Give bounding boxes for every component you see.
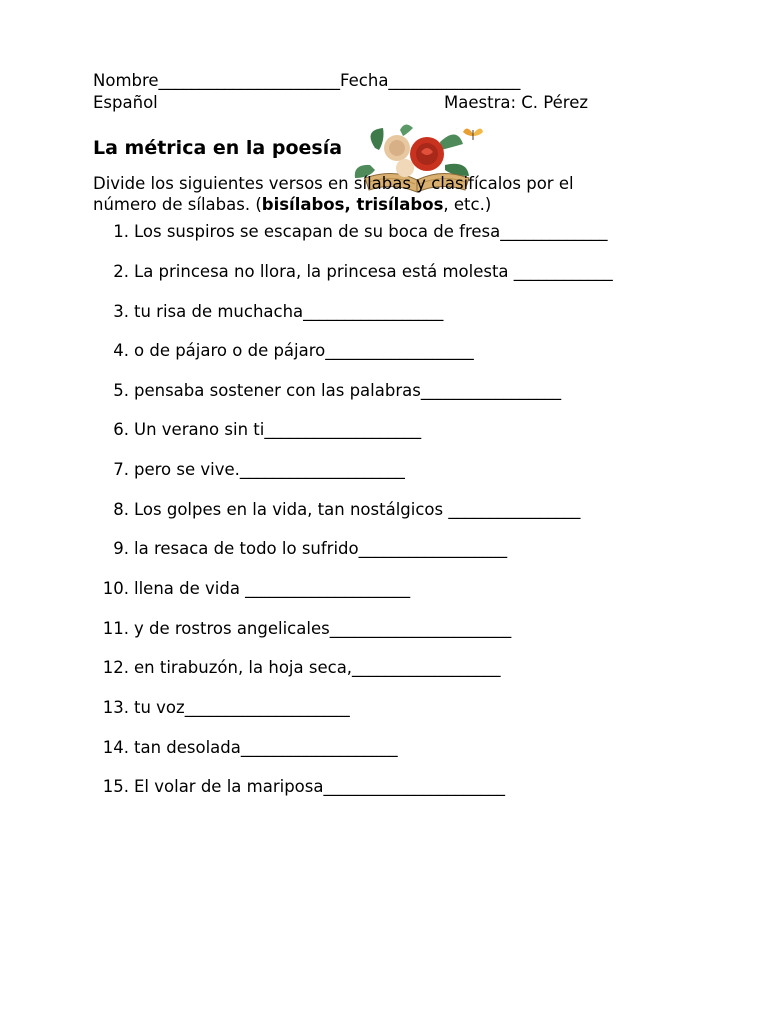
item-text: o de pájaro o de pájaro__________________ <box>134 341 474 360</box>
list-item <box>0 579 700 599</box>
item-text: tu risa de muchacha_________________ <box>134 302 444 321</box>
item-number: 7. <box>113 460 129 479</box>
item-number: 4. <box>113 341 129 360</box>
item-text: en tirabuzón, la hoja seca,__________________ <box>134 658 501 677</box>
list-item <box>0 341 700 361</box>
item-number: 6. <box>113 420 129 439</box>
item-text: pero se vive.____________________ <box>134 460 405 479</box>
list-item <box>0 381 700 401</box>
instructions-bold: bisílabos, trisílabos <box>261 195 444 214</box>
item-number: 14. <box>102 738 129 757</box>
item-text: tan desolada___________________ <box>134 738 398 757</box>
instructions <box>93 173 574 215</box>
item-number: 13. <box>102 698 129 717</box>
item-number: 11. <box>102 619 129 638</box>
instructions-line-1: Divide los siguientes versos en sílabas y clasifícalos por el <box>93 174 574 193</box>
item-number: 3. <box>113 302 129 321</box>
list-item <box>0 460 700 480</box>
item-text: llena de vida ____________________ <box>134 579 411 598</box>
instructions-line-2 <box>93 194 574 215</box>
name-date-line: Nombre______________________Fecha________________ <box>93 71 521 90</box>
item-text: tu voz____________________ <box>134 698 350 717</box>
item-text: la resaca de todo lo sufrido__________________ <box>134 539 508 558</box>
list-item <box>0 420 700 440</box>
list-item <box>0 619 700 639</box>
list-item <box>0 738 700 758</box>
item-text: Los suspiros se escapan de su boca de fresa_____________ <box>134 222 608 241</box>
teacher-label: Maestra: C. Pérez <box>444 93 589 112</box>
item-number: 12. <box>102 658 129 677</box>
page-title: La métrica en la poesía <box>93 137 343 159</box>
subject-label: Español <box>93 93 158 112</box>
list-item <box>0 500 700 520</box>
item-text: La princesa no llora, la princesa está molesta ____________ <box>134 262 613 281</box>
instructions-text-a: número de sílabas. ( <box>93 195 262 214</box>
list-item <box>0 698 700 718</box>
item-number: 2. <box>113 262 129 281</box>
item-text: El volar de la mariposa______________________ <box>134 777 505 796</box>
item-number: 8. <box>113 500 129 519</box>
item-number: 10. <box>102 579 129 598</box>
item-number: 15. <box>102 777 129 796</box>
list-item <box>0 539 700 559</box>
item-text: Los golpes en la vida, tan nostálgicos ________________ <box>134 500 581 519</box>
list-item <box>0 658 700 678</box>
item-text: Un verano sin ti___________________ <box>134 420 422 439</box>
item-number: 1. <box>113 222 129 241</box>
item-number: 9. <box>113 539 129 558</box>
list-item <box>0 262 700 282</box>
instructions-text-b: , etc.) <box>443 195 492 214</box>
item-text: pensaba sostener con las palabras_________________ <box>134 381 562 400</box>
list-item <box>0 222 700 242</box>
item-number: 5. <box>113 381 129 400</box>
list-item <box>0 777 700 797</box>
item-text: y de rostros angelicales______________________ <box>134 619 512 638</box>
list-item <box>0 302 700 322</box>
